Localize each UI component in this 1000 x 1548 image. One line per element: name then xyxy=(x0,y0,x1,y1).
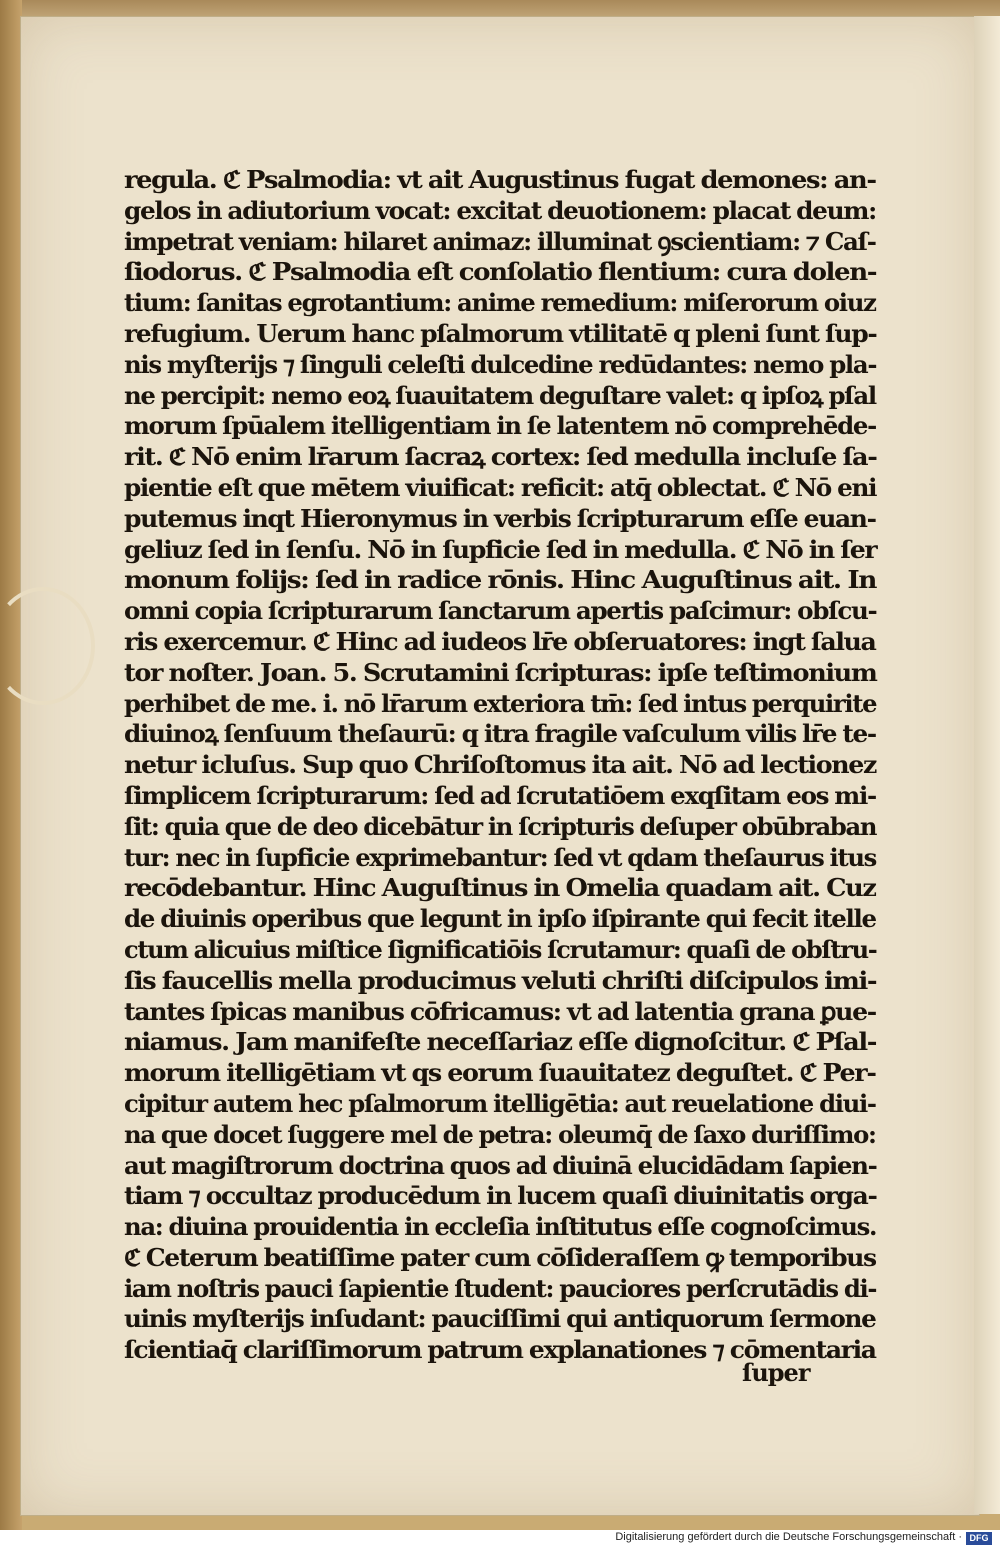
text-line: cipitur autem hec pſalmorum itelligētia: aut reuelatione diui- xyxy=(124,1088,876,1118)
text-line: tiam ⁊ occultaz producēdum in lucem quaſi diuinitatis orga- xyxy=(124,1181,877,1211)
text-line: monum folijs: ſed in radice rōnis. Hinc Auguſtinus ait. In xyxy=(124,565,876,595)
text-line: putemus inqt Hieronymus in verbis ſcripturarum eſſe euan- xyxy=(124,503,876,533)
digitization-credit: Digitalisierung gefördert durch die Deutsche Forschungsgemeinschaft · xyxy=(615,1531,962,1543)
text-line: refugium. Uerum hanc pſalmorum vtilitatē q pleni ſunt ſup- xyxy=(124,318,877,348)
text-line: nis myſterijs ⁊ ſinguli celeſti dulcedine redūdantes: nemo pla- xyxy=(124,349,877,379)
text-line: ſcientiaq̄ clariſſimorum patrum explanationes ⁊ cōmentaria xyxy=(124,1335,876,1365)
text-line: ſit: quia que de deo dicebātur in ſcripturis deſuper obūbraban xyxy=(124,811,877,841)
text-line: iam noſtris pauci ſapientie ſtudent: pauciores perſcrutādis di- xyxy=(124,1273,877,1303)
text-line: niamus. Jam manifeſte neceſſariaz eſſe dignoſcitur. ℭ Pſal- xyxy=(124,1027,877,1057)
text-line: ℭ Ceterum beatiſſime pater cum cōſideraſſem ꝙ temporibus xyxy=(124,1242,876,1272)
text-line: perhibet de me. i. nō lr̄arum exteriora tm̄: ſed intus perquirite xyxy=(124,688,877,718)
text-line: morum itelligētiam vt qs eorum ſuauitatez deguſtet. ℭ Per- xyxy=(124,1058,876,1088)
text-line: na que docet ſuggere mel de petra: oleumq̄ de ſaxo duriſſimo: xyxy=(124,1119,876,1149)
text-line: diuinoꝝ ſenſuum theſaurū: q itra fragile vaſculum vilis lr̄e te- xyxy=(124,719,876,749)
text-line: ſimplicem ſcripturarum: ſed ad ſcrutatiōem exqſitam eos mi- xyxy=(124,780,876,810)
text-line: uinis myſterijs inſudant: pauciſſimi qui antiquorum ſermone xyxy=(124,1304,876,1334)
text-line: ne percipit: nemo eoꝝ ſuauitatem deguſtare valet: q ipſoꝝ pſal xyxy=(124,380,876,410)
text-line: tium: ſanitas egrotantium: anime remedium: miſerorum oiuz xyxy=(124,288,876,318)
text-line: rit. ℭ Nō enim lr̄arum ſacraꝝ cortex: ſed medulla incluſe ſa- xyxy=(124,442,877,472)
body-text xyxy=(124,165,876,1366)
dfg-logo: DFG xyxy=(966,1532,992,1545)
catchword: ſuper xyxy=(742,1358,810,1387)
text-line: tantes ſpicas manibus cōfricamus: vt ad latentia grana ꝑue- xyxy=(124,996,876,1026)
binding-board-left xyxy=(0,0,22,1530)
text-line: aut magiſtrorum doctrina quos ad diuinā elucidādam ſapien- xyxy=(124,1150,877,1180)
text-line: recōdebantur. Hinc Auguſtinus in Omelia quadam ait. Cuz xyxy=(124,873,876,903)
text-line: ris exercemur. ℭ Hinc ad iudeos lr̄e obſeruatores: ingt ſalua xyxy=(124,626,876,656)
text-line: gelos in adiutorium vocat: excitat deuotionem: placat deum: xyxy=(124,195,876,225)
text-line: morum ſpūalem itelligentiam in ſe latentem nō comprehēde- xyxy=(124,411,876,441)
page-edge-right xyxy=(974,16,1000,1514)
text-line: geliuz ſed in ſenſu. Nō in ſupficie ſed in medulla. ℭ Nō in ſer xyxy=(124,534,877,564)
text-line: tur: nec in ſupficie exprimebantur: ſed vt qdam theſaurus itus xyxy=(124,842,876,872)
text-line: impetrat veniam: hilaret animaz: illuminat ꝯscientiam: ⁊ Caſ- xyxy=(124,226,876,256)
text-line: ſis faucellis mella producimus veluti chriſti diſcipulos imi- xyxy=(124,965,877,995)
text-line: ctum alicuius miſtice ſignificatiōis ſcrutamur: quaſi de obſtru- xyxy=(124,934,877,964)
text-line: pientie eſt que mētem viuificat: reficit: atq̄ oblectat. ℭ Nō eni xyxy=(124,472,877,502)
text-line: omni copia ſcripturarum ſanctarum apertis paſcimur: obſcu- xyxy=(124,596,877,626)
text-line: netur icluſus. Sup quo Chriſoſtomus ita ait. Nō ad lectionez xyxy=(124,750,876,780)
text-line: ſiodorus. ℭ Psalmodia eſt conſolatio flentium: cura dolen- xyxy=(124,257,877,287)
text-line: tor noſter. Joan. 5. Scrutamini ſcripturas: ipſe teſtimonium xyxy=(124,657,877,687)
clasp-mark xyxy=(0,587,95,705)
text-line: na: diuina prouidentia in eccleſia inſtitutus eſſe cognoſcimus. xyxy=(124,1212,877,1242)
text-line: de diuinis operibus que legunt in ipſo iſpirante qui fecit itelle xyxy=(124,904,876,934)
text-line: regula. ℭ Psalmodia: vt ait Augustinus fugat demones: an- xyxy=(124,165,876,194)
